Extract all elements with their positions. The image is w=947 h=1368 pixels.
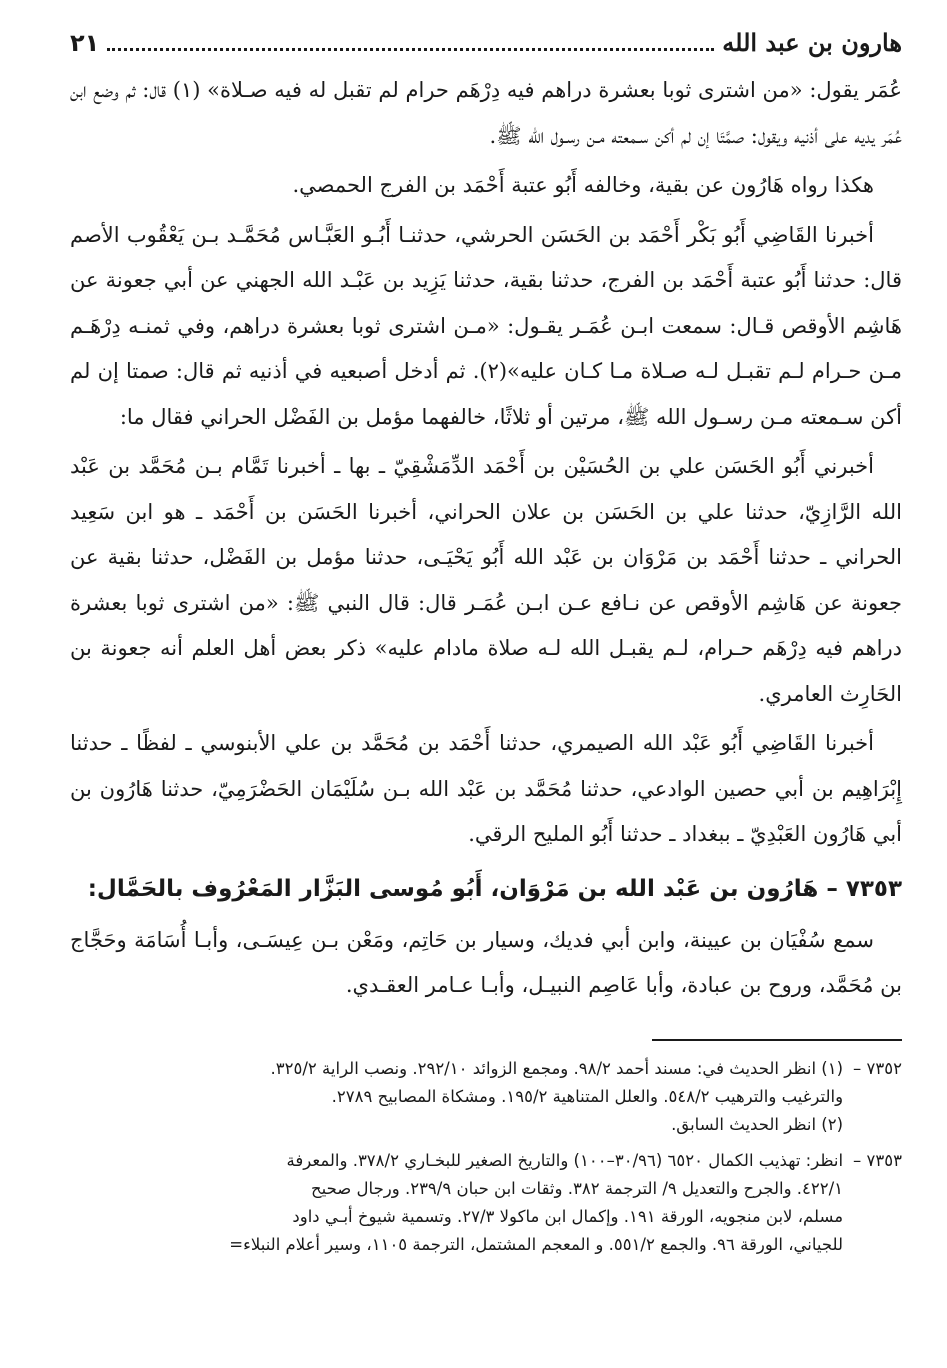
paragraph: أخبرنا القَاضِي أَبُو عَبْد الله الصيمري، حدثنا أَحْمَد بن مُحَمَّد بن علي الأبنوسي ـ لفظًا ـ حدثنا إِبْرَاهِيم بن أبي حصين الوادعي، حدثنا مُحَمَّد بن عَبْد الله بـن سُلَيْمَان الحَضْرَمِيّ، حدثنا هَارُون بن أبي هَارُون العَبْدِيّ ـ ببغداد ـ حدثنا أَبُو المليح الرقي. xyxy=(70,731,902,846)
footnote-line: والترغيب والترهيب ٥٤٨/٢. والعلل المتناهية ١٩٥/٢. ومشكاة المصابيح ٢٧٨٩. xyxy=(331,1086,844,1106)
footnote-separator xyxy=(652,1039,902,1041)
footnote-line: مسلم، لابن منجويه، الورقة ١٩١. وإكمال ابن ماكولا ٢٧/٣. وتسمية شيوخ أبـي داود xyxy=(292,1206,844,1226)
footnote-entry-number: ٧٣٥٣ – xyxy=(853,1150,902,1170)
footnote-line: ٤٢٢/١. والجرح والتعديل ٩/ الترجمة ٣٨٢. وثقات ابن حبان ٢٣٩/٩. ورجال صحيح xyxy=(311,1178,844,1198)
header-title: هارون بن عبد الله xyxy=(722,28,902,57)
paragraph-continuation: عُمَر يقول: «من اشترى ثوبا بعشرة دراهم فيه دِرْهَم حرام لم تقبل له فيه صـلاة» (١) قال: ثم وضع ابن عُمَر يديه على أذنيه ويقول: صمَّتَا إن لم أكن سـمعته مـن رسـول الله ﷺ. xyxy=(70,78,902,148)
footnotes xyxy=(70,1055,902,1259)
footnote-block xyxy=(70,1147,902,1259)
page-number: ٢١ xyxy=(70,29,100,57)
entry-paragraph: سمع سُفْيَان بن عيينة، وابن أبي فديك، وسيار بن حَاتِم، ومَعْن بـن عِيسَـى، وأبـا أُسَامَة وحَجَّاج بن مُحَمَّد، وروح بن عبادة، وأبا عَاصِم النبيـل، وأبـا عـامر العقـدي. xyxy=(70,927,902,997)
book-page xyxy=(70,28,902,1338)
running-header xyxy=(70,28,902,68)
header-dot-leader xyxy=(107,48,714,51)
paragraph: أخبرني أَبُو الحَسَن علي بن الحُسَيْن بن أَحْمَد الدِّمَشْقِيّ ـ بها ـ أخبرنا تَمَّام بـن مُحَمَّد بن عَبْد الله الرَّازِيّ، حدثنا علي بن الحَسَن بن علان الحراني، أخبرنا الحَسَن بن أَحْمَد ـ هو ابن سَعِيد الحراني ـ حدثنا أَحْمَد بن مَرْوَان بن عَبْد الله أَبُو يَحْيَـى، حدثنا مؤمل بن الفَضْل، حدثنا بقية عن جعونة عن هَاشِم الأوقص عن نـافع عـن ابـن عُمَـر قال: قال النبي ﷺ: «من اشترى ثوبا بعشرة دراهم فيه دِرْهَم حـرام، لـم يقبـل الله لـه صلاة مادام عليه» ذكر بعض أهل العلم أنه جعونة بن الحَارِث العامري. xyxy=(70,454,902,706)
footnote-line: انظر: تهذيب الكمال ٦٥٢٠ (٣٠/٩٦–١٠٠) والتاريخ الصغير للبخـاري ٣٧٨/٢. والمعرفة xyxy=(286,1150,844,1170)
main-text xyxy=(70,68,902,1009)
footnote-line: (١) انظر الحديث في: مسند أحمد ٩٨/٢. ومجمع الزوائد ٢٩٢/١٠. ونصب الراية ٣٢٥/٢. xyxy=(270,1058,844,1078)
footnote-line: للجياني، الورقة ٩٦. والجمع ٥٥١/٢. و المعجم المشتمل، الترجمة ١١٠٥، وسير أعلام النبلاء= xyxy=(229,1234,844,1254)
footnote-block xyxy=(70,1055,902,1139)
footnote-entry-number: ٧٣٥٢ – xyxy=(853,1058,902,1078)
entry-heading: ٧٣٥٣ – هَارُون بن عَبْد الله بن مَرْوَان، أَبُو مُوسى البَزَّار المَعْرُوف بالحَمَّال: xyxy=(87,875,902,902)
paragraph: هكذا رواه هَارُون عن بقية، وخالفه أَبُو عتبة أَحْمَد بن الفرج الحمصي. xyxy=(292,173,874,197)
paragraph: أخبرنا القَاضِي أَبُو بَكْر أَحْمَد بن الحَسَن الحرشي، حدثنـا أَبُـو العَبَّـاس مُحَمَّـد بـن يَعْقُوب الأصم قال: حدثنا أَبُو عتبة أَحْمَد بن الفرج، حدثنا بقية، حدثنا يَزِيد بن عَبْـد الله الجهني عن أبي جعونة عن هَاشِم الأوقص قـال: سمعت ابـن عُمَـر يقـول: «مـن اشترى ثوبا بعشرة دراهم، وفي ثمنـه دِرْهَـم مـن حـرام لـم تقبـل لـه صـلاة مـا كـان عليه»(٢). ثم أدخل أصبعيه في أذنيه ثم قال: صمتا إن لم أكن سـمعته مـن رسـول الله ﷺ، مرتين أو ثلاثًا، خالفهما مؤمل بن الفَضْل الحراني فقال ما: xyxy=(70,222,902,429)
footnote-line: (٢) انظر الحديث السابق. xyxy=(671,1114,844,1134)
